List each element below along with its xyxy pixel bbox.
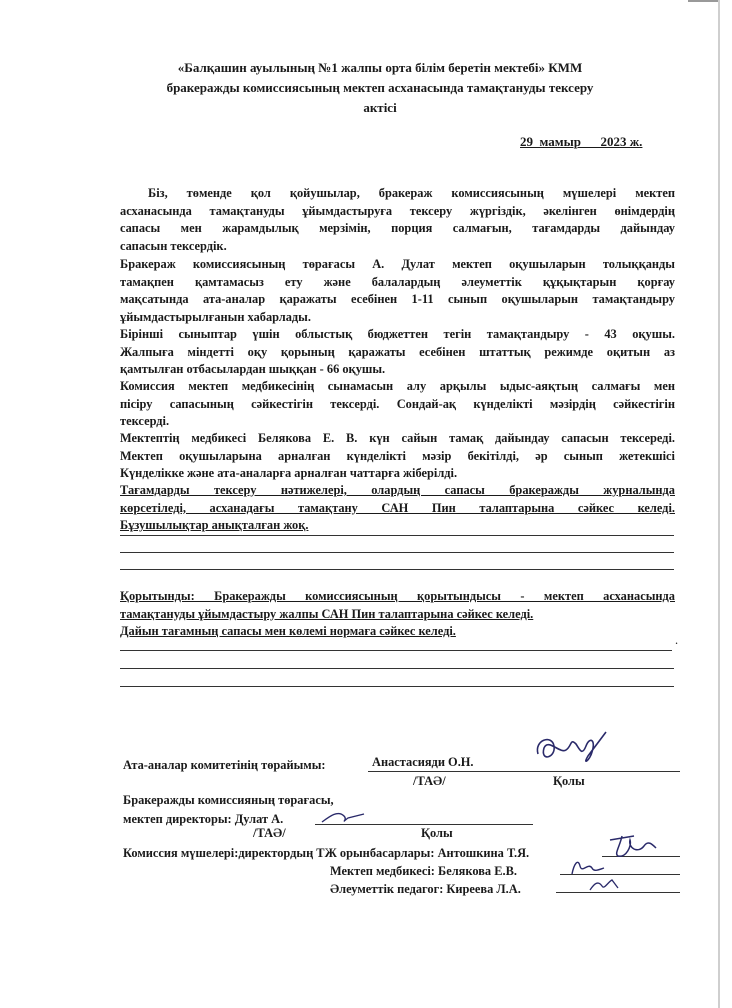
text-line: Бірінші сыныптар үшін облыстық бюджеттен тегін тамақтандыру - 43 оқушы. xyxy=(120,327,675,341)
social-teacher-label: Әлеуметтік педагог: Киреева Л.А. xyxy=(330,882,521,896)
director-signature xyxy=(318,806,368,828)
blank-line xyxy=(120,686,674,687)
parents-signature xyxy=(530,726,610,770)
parents-committee-label: Ата-аналар комитетінің төрайымы: xyxy=(123,758,326,772)
text-line: сапасы мен жарамдылық мерзімін, порция салмағын, тағамдарды дайындау xyxy=(120,221,675,236)
title-line-2: бракеражды комиссиясының мектеп асханасында тамақтануды тексеру xyxy=(166,80,594,95)
text-line: Қорытынды: Бракеражды комиссиясының қорытындысы - мектеп асханасында xyxy=(120,589,675,603)
text-line: асханасында тамақтануды ұйымдастыруға тексеру жүргіздік, әкелінген өнімдердің xyxy=(120,203,675,218)
commission-members-label: Комиссия мүшелері:директордың ТЖ орынбасарлары: Антошкина Т.Я. xyxy=(123,846,530,860)
nurse-label: Мектеп медбикесі: Белякова Е.В. xyxy=(330,864,517,878)
text-line: Дайын тағамның сапасы мен көлемі нормаға сәйкес келеді. xyxy=(120,624,456,639)
social-teacher-signature xyxy=(586,874,622,894)
text-line: Комиссия мектеп медбикесінің сынамасын алу арқылы ыдыс-аяқтың салмағы мен xyxy=(120,379,675,393)
text-line: Мектеп оқушыларына арналған күнделікті мәзір бекітілді, әр сынып жетекшісі xyxy=(120,448,675,463)
title-line-1: «Балқашин ауылының №1 жалпы орта білім беретін мектебі» КММ xyxy=(177,60,583,75)
parents-committee-name: Анастасияди О.Н. xyxy=(372,755,474,769)
blank-line xyxy=(120,552,674,553)
blank-line xyxy=(120,668,674,669)
text-line: тамақпен қамтамасыз ету және балалардың әлеуметтік құқықтарын қорғау xyxy=(120,274,675,289)
text-line: мақсатында ата-аналар қаражаты есебінен 1-11 сынып оқушыларын тамақтандыру xyxy=(120,292,675,307)
text-line: тексерді. xyxy=(120,414,170,429)
commission-chair-label: Бракеражды комиссияның төрағасы, xyxy=(123,793,334,807)
signature-line xyxy=(368,771,680,772)
text-line: тамақтануды ұйымдастыру жалпы САН Пин талаптарына сәйкес келеді. xyxy=(120,606,534,621)
text-line: пісіру сапасының сәйкестігін тексерді. Сондай-ақ күнделікті мәзірдің сәйкестігін xyxy=(120,396,675,411)
paragraph-chair-report xyxy=(120,256,675,326)
text-line: Біз, төменде қол қойушылар, бракераж комиссиясының мүшелері мектеп xyxy=(148,186,675,200)
text-line: ұйымдастырылғанын хабарлады. xyxy=(120,309,311,324)
act-date: 29 мамыр 2023 ж. xyxy=(520,134,643,149)
text-line: Күнделікке және ата-аналарға арналған чаттарға жіберілді. xyxy=(120,466,458,481)
signature-caption: Қолы xyxy=(421,826,453,840)
scan-mark xyxy=(688,0,718,14)
paragraph-conclusion xyxy=(120,588,675,641)
trailing-dot: . xyxy=(675,633,679,647)
paragraph-results xyxy=(120,482,675,535)
text-line: Бракераж комиссиясының төрағасы А. Дулат мектеп оқушыларын толыққанды xyxy=(120,257,675,271)
text-line: Мектептің медбикесі Белякова Е. В. күн сайын тамақ дайындау сапасын тексереді. xyxy=(120,431,675,445)
deputy-signature xyxy=(604,828,660,860)
paragraph-commission-check xyxy=(120,378,675,431)
tae-label: /ТАӘ/ xyxy=(413,774,446,788)
blank-line xyxy=(120,535,674,536)
text-line: сапасын тексердік. xyxy=(120,238,227,253)
title-line-3: актісі xyxy=(363,100,397,115)
text-line: қамтылған отбасылардан шыққан - 66 оқушы. xyxy=(120,362,386,377)
paragraph-student-counts xyxy=(120,326,675,379)
text-line: көрсетіледі, асханадағы тамақтану САН Пин талаптарына сәйкес келеді. xyxy=(120,500,675,515)
text-line: Тағамдарды тексеру нәтижелері, олардың сапасы бракеражды журналында xyxy=(120,483,675,497)
tae-label: /ТАӘ/ xyxy=(253,826,286,840)
text-line: Бұзушылықтар анықталған жоқ. xyxy=(120,518,309,533)
scan-edge xyxy=(718,0,720,1008)
signature-caption: Қолы xyxy=(553,774,585,788)
director-label: мектеп директоры: Дулат А. xyxy=(123,812,284,826)
paragraph-intro xyxy=(120,185,675,255)
paragraph-nurse xyxy=(120,430,675,483)
text-line: Жалпыға міндетті оқу қорының қаражаты есебінен штаттық режимде оқитын аз xyxy=(120,344,675,359)
blank-line xyxy=(120,569,674,570)
blank-line xyxy=(120,650,672,651)
